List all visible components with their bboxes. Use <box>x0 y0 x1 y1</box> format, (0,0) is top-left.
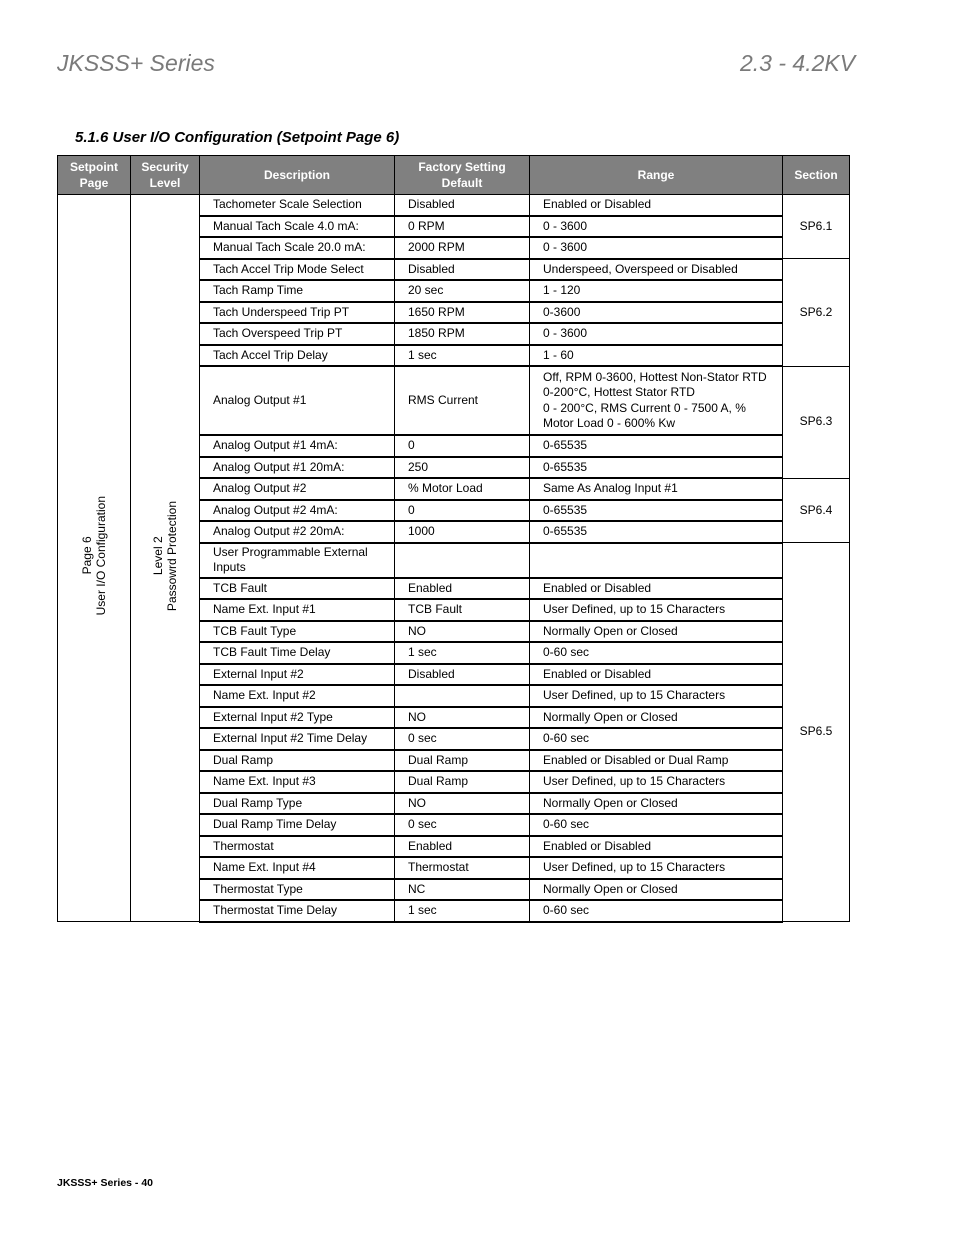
range-cell-line: Motor Load 0 - 600% Kw <box>543 416 676 430</box>
setpoint-config-table <box>57 155 850 923</box>
factory-default-cell: 1000 <box>395 521 530 543</box>
col-header-section: Section <box>783 156 850 195</box>
range-cell-line: Off, RPM 0-3600, Hottest Non-Stator RTD <box>543 369 767 384</box>
section-cell: SP6.2 <box>783 259 850 367</box>
description-cell: Analog Output #1 20mA: <box>200 457 395 479</box>
description-cell: Tach Ramp Time <box>200 280 395 302</box>
range-cell: User Defined, up to 15 Characters <box>530 599 783 621</box>
header-voltage-range: 2.3 - 4.2KV <box>740 50 856 76</box>
description-cell: Name Ext. Input #4 <box>200 857 395 879</box>
factory-default-cell: 1 sec <box>395 900 530 922</box>
factory-default-cell: NC <box>395 879 530 901</box>
description-cell: TCB Fault <box>200 578 395 600</box>
security-level-cell <box>131 195 200 922</box>
description-cell: Dual Ramp <box>200 750 395 772</box>
range-cell: 0 - 3600 <box>530 237 783 259</box>
range-cell: Enabled or Disabled <box>530 578 783 600</box>
description-cell: Name Ext. Input #2 <box>200 685 395 707</box>
factory-default-cell: Dual Ramp <box>395 771 530 793</box>
factory-default-cell <box>395 543 530 578</box>
range-cell: Normally Open or Closed <box>530 879 783 901</box>
range-cell: Enabled or Disabled <box>530 664 783 686</box>
factory-default-cell: Enabled <box>395 836 530 858</box>
factory-default-cell: 20 sec <box>395 280 530 302</box>
factory-default-cell: 0 sec <box>395 814 530 836</box>
range-cell: 1 - 120 <box>530 280 783 302</box>
range-cell: Underspeed, Overspeed or Disabled <box>530 259 783 281</box>
range-cell <box>530 366 783 435</box>
description-cell: Tach Overspeed Trip PT <box>200 323 395 345</box>
range-cell: Normally Open or Closed <box>530 707 783 729</box>
description-cell: Dual Ramp Time Delay <box>200 814 395 836</box>
description-cell: TCB Fault Type <box>200 621 395 643</box>
factory-default-cell: 1650 RPM <box>395 302 530 324</box>
range-cell <box>530 543 783 578</box>
setpoint-page-label: Page 6 <box>80 536 94 575</box>
range-cell: Normally Open or Closed <box>530 621 783 643</box>
factory-default-cell: Dual Ramp <box>395 750 530 772</box>
range-cell: 0-3600 <box>530 302 783 324</box>
description-cell: TCB Fault Time Delay <box>200 642 395 664</box>
factory-default-cell: RMS Current <box>395 366 530 435</box>
range-cell: Enabled or Disabled <box>530 836 783 858</box>
factory-default-cell: NO <box>395 793 530 815</box>
description-cell: Analog Output #2 4mA: <box>200 500 395 522</box>
col-header-security-level: Security Level <box>131 156 200 195</box>
description-cell: Tach Underspeed Trip PT <box>200 302 395 324</box>
section-cell: SP6.4 <box>783 478 850 543</box>
factory-default-cell: Disabled <box>395 664 530 686</box>
col-header-range: Range <box>530 156 783 195</box>
description-cell: Manual Tach Scale 20.0 mA: <box>200 237 395 259</box>
range-cell: 0 - 3600 <box>530 323 783 345</box>
header-series-title: JKSSS+ Series <box>57 50 215 76</box>
range-cell-line: 0 - 200°C, RMS Current 0 - 7500 A, % <box>543 400 746 415</box>
range-cell: 0-60 sec <box>530 728 783 750</box>
description-cell <box>200 543 395 578</box>
col-header-setpoint-page: Setpoint Page <box>58 156 131 195</box>
range-cell: Same As Analog Input #1 <box>530 478 783 500</box>
security-level-label: Level 2 <box>151 536 165 576</box>
range-cell: 0-60 sec <box>530 814 783 836</box>
setpoint-page-label: User I/O Configuration <box>94 496 108 616</box>
range-cell: 0-60 sec <box>530 642 783 664</box>
factory-default-cell: NO <box>395 621 530 643</box>
setpoint-page-cell <box>58 195 131 922</box>
range-cell: 0-60 sec <box>530 900 783 922</box>
description-cell: Name Ext. Input #1 <box>200 599 395 621</box>
factory-default-cell: 2000 RPM <box>395 237 530 259</box>
section-cell: SP6.3 <box>783 366 850 478</box>
range-cell: 0-65535 <box>530 500 783 522</box>
description-cell: Analog Output #2 20mA: <box>200 521 395 543</box>
factory-default-cell: 1850 RPM <box>395 323 530 345</box>
description-cell: Name Ext. Input #3 <box>200 771 395 793</box>
range-cell: Normally Open or Closed <box>530 793 783 815</box>
description-cell-line: User Programmable External <box>213 544 368 559</box>
factory-default-cell: NO <box>395 707 530 729</box>
description-cell-line: Inputs <box>213 560 246 574</box>
range-cell: User Defined, up to 15 Characters <box>530 857 783 879</box>
description-cell: External Input #2 <box>200 664 395 686</box>
table-body <box>58 195 850 922</box>
factory-default-cell: 0 RPM <box>395 216 530 238</box>
factory-default-cell: TCB Fault <box>395 599 530 621</box>
description-cell: Thermostat Type <box>200 879 395 901</box>
description-cell: Manual Tach Scale 4.0 mA: <box>200 216 395 238</box>
range-cell: 0-65535 <box>530 521 783 543</box>
description-cell: Dual Ramp Type <box>200 793 395 815</box>
range-cell: 0-65535 <box>530 435 783 457</box>
description-cell: External Input #2 Type <box>200 707 395 729</box>
col-header-factory-default: Factory Setting Default <box>395 156 530 195</box>
section-cell: SP6.1 <box>783 195 850 259</box>
factory-default-cell: Enabled <box>395 578 530 600</box>
description-cell: Tachometer Scale Selection <box>200 195 395 216</box>
description-cell: Thermostat <box>200 836 395 858</box>
description-cell: Thermostat Time Delay <box>200 900 395 922</box>
table-header-row <box>58 156 850 195</box>
factory-default-cell: Disabled <box>395 195 530 216</box>
factory-default-cell: 1 sec <box>395 345 530 367</box>
description-cell: Analog Output #1 <box>200 366 395 435</box>
factory-default-cell: 250 <box>395 457 530 479</box>
col-header-description: Description <box>200 156 395 195</box>
range-cell: 0-65535 <box>530 457 783 479</box>
factory-default-cell: Disabled <box>395 259 530 281</box>
range-cell: Enabled or Disabled <box>530 195 783 216</box>
security-level-label: Passowrd Protection <box>165 500 179 611</box>
range-cell: User Defined, up to 15 Characters <box>530 685 783 707</box>
page-footer: JKSSS+ Series - 40 <box>57 1177 154 1189</box>
factory-default-cell: 0 <box>395 500 530 522</box>
section-title: 5.1.6 User I/O Configuration (Setpoint Page 6) <box>75 129 400 146</box>
table-row <box>58 195 850 216</box>
range-cell-line: 0-200°C, Hottest Stator RTD <box>543 385 695 399</box>
factory-default-cell: 0 sec <box>395 728 530 750</box>
range-cell: 1 - 60 <box>530 345 783 367</box>
range-cell: 0 - 3600 <box>530 216 783 238</box>
description-cell: Analog Output #2 <box>200 478 395 500</box>
range-cell: User Defined, up to 15 Characters <box>530 771 783 793</box>
description-cell: Analog Output #1 4mA: <box>200 435 395 457</box>
description-cell: External Input #2 Time Delay <box>200 728 395 750</box>
factory-default-cell: Thermostat <box>395 857 530 879</box>
section-cell: SP6.5 <box>783 543 850 922</box>
description-cell: Tach Accel Trip Mode Select <box>200 259 395 281</box>
factory-default-cell <box>395 685 530 707</box>
description-cell: Tach Accel Trip Delay <box>200 345 395 367</box>
factory-default-cell: 1 sec <box>395 642 530 664</box>
range-cell: Enabled or Disabled or Dual Ramp <box>530 750 783 772</box>
factory-default-cell: % Motor Load <box>395 478 530 500</box>
factory-default-cell: 0 <box>395 435 530 457</box>
